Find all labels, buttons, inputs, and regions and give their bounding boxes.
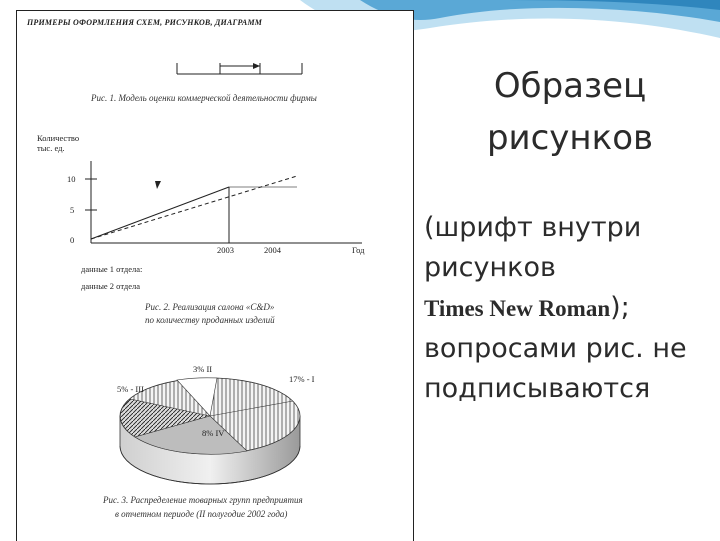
body-line2: рисунков — [424, 252, 556, 283]
y-tick-10: 10 — [67, 174, 76, 184]
slide-title-line1: Образец — [493, 66, 647, 106]
scanned-figure-page — [16, 10, 414, 541]
body-line3 — [424, 288, 714, 329]
y-tick-5: 5 — [70, 205, 75, 215]
x-tick-year: Год — [352, 245, 365, 255]
y-axis-label-line2: тыс. ед. — [37, 143, 65, 153]
fig2-caption-line1: Рис. 2. Реализация салона «С&D» — [145, 302, 275, 312]
x-tick-2003: 2003 — [217, 245, 234, 255]
slide-title — [470, 60, 670, 164]
scan-header: ПРИМЕРЫ ОФОРМЛЕНИЯ СХЕМ, РИСУНКОВ, ДИАГРАММ — [27, 18, 263, 27]
legend-dept2: данные 2 отдела — [81, 281, 141, 291]
y-axis-label-line1: Количество — [37, 133, 80, 143]
fig2-caption-line2: по количеству проданных изделий — [145, 315, 275, 325]
pie-label-iv: 8% IV — [202, 428, 225, 438]
pie-label-iii: 5% - III — [117, 384, 144, 394]
slide-title-line2: рисунков — [486, 118, 654, 158]
y-axis-label — [37, 133, 79, 153]
legend-dept1: данные 1 отдела: — [81, 264, 143, 274]
fig3-caption-line1: Рис. 3. Распределение товарных групп предприятия — [103, 495, 303, 505]
pie-label-ii: 3% II — [193, 364, 213, 374]
x-tick-2004: 2004 — [264, 245, 281, 255]
y-tick-0: 0 — [70, 235, 75, 245]
body-line5: подписываются — [424, 373, 651, 404]
slide-body — [424, 208, 714, 409]
body-tnr: Times New Roman — [424, 296, 611, 321]
fig1-schematic — [17, 11, 413, 101]
fig3-caption-line2: в отчетном периоде (II полугодие 2002 года) — [115, 509, 288, 519]
fig1-caption: Рис. 1. Модель оценки коммерческой деятельности фирмы — [91, 93, 317, 103]
pie-label-i: 17% - I — [289, 374, 315, 384]
body-after-tnr: ); — [610, 292, 630, 323]
body-line4: вопросами рис. не — [424, 333, 687, 364]
body-line1: (шрифт внутри — [424, 212, 642, 243]
